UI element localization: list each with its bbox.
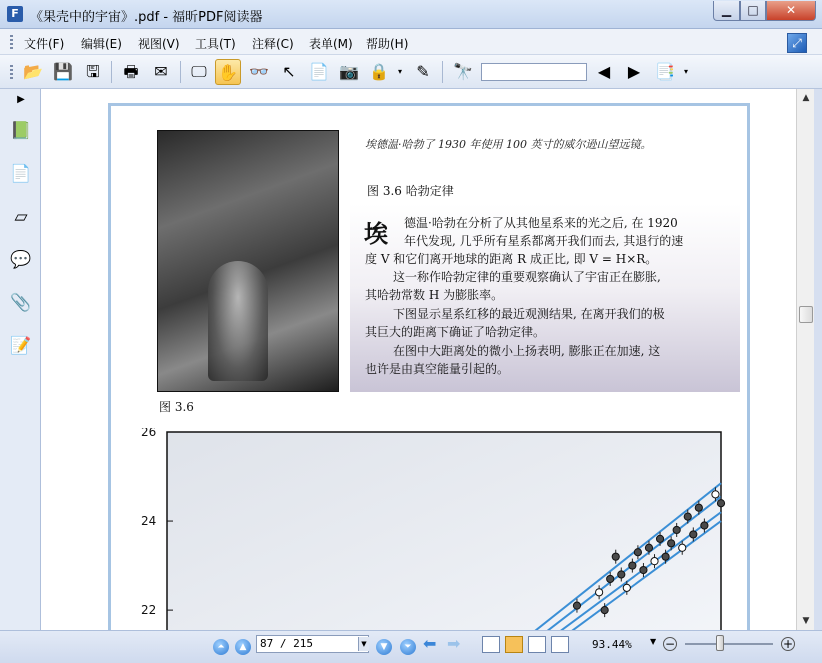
data-point [573,602,580,609]
previous-page-icon[interactable]: ▲ [235,639,251,655]
data-point [634,549,641,556]
foxit-app-icon[interactable]: F [7,6,23,22]
title-bar [0,0,822,29]
attachments-paperclip-icon[interactable]: 📎 [10,293,32,313]
hand-tool-icon[interactable]: ✋ [215,59,241,85]
page-dropdown-chevron-icon[interactable]: ▼ [358,637,369,651]
body-line: 其巨大的距离下确证了哈勃定律。 [365,325,546,339]
body-line: 在图中大距离处的微小上扬表明, 膨胀正在加速, 这 [393,344,661,358]
scroll-up-arrow-icon[interactable]: ▲ [802,93,810,103]
page-thumbnails-icon[interactable]: 📄 [10,164,32,184]
zoom-slider-track[interactable] [685,643,773,645]
data-point [662,553,669,560]
scroll-down-arrow-icon[interactable]: ▼ [802,616,810,626]
data-point [656,535,663,542]
toolbar-separator [111,61,112,83]
find-next-icon[interactable]: ▶ [627,62,641,81]
body-line: 年代发现, 几乎所有星系都离开我们而去, 其退行的速 [404,234,684,248]
go-back-arrow-icon[interactable]: ⬅ [423,634,437,653]
zoom-in-icon[interactable]: + [782,637,794,651]
layers-icon[interactable]: ▱ [14,207,28,227]
y-tick-label: 22 [141,603,157,618]
sign-pen-icon[interactable]: ✎ [416,62,430,81]
plot-area [167,432,721,630]
data-point [596,589,603,596]
find-previous-icon[interactable]: ◀ [597,62,611,81]
menu-forms[interactable]: 表单(M) [309,37,353,51]
figure-heading: 图 3.6 哈勃定律 [367,184,454,198]
toolbar-grip[interactable] [10,65,13,79]
maximize-button[interactable]: □ [740,1,766,21]
data-point [623,584,630,591]
body-line: 其哈勃常数 H 为膨胀率。 [365,288,504,302]
main-toolbar [0,55,822,89]
menu-file[interactable]: 文件(F) [24,37,65,51]
data-point [717,500,724,507]
navigation-panel [0,89,41,630]
data-point [651,558,658,565]
data-point [645,544,652,551]
body-line: 也许是由真空能量引起的。 [365,362,510,376]
save-icon[interactable]: 💾 [53,62,73,81]
vertical-scrollbar[interactable] [796,89,814,630]
rms-lock-icon[interactable]: 🔒 [369,62,389,81]
data-point [640,566,647,573]
zoom-level-text[interactable]: 93.44% [592,638,632,651]
pdf-page [108,103,750,630]
find-binoculars-icon[interactable]: 🔭 [453,62,473,81]
drop-cap: 埃 [364,219,388,248]
menu-grip[interactable] [10,35,13,49]
data-point [712,491,719,498]
data-point [668,540,675,547]
body-line: 下图显示星系红移的最近观测结果, 在离开我们的极 [393,307,665,321]
first-page-icon[interactable]: ⏶ [213,639,229,655]
close-button[interactable]: ✕ [766,1,816,21]
continuous-view-icon[interactable] [505,636,523,653]
next-page-icon[interactable]: ▼ [376,639,392,655]
data-point [629,562,636,569]
data-point [701,522,708,529]
data-point [679,544,686,551]
print-icon[interactable]: 🖶 [123,62,139,81]
find-options-chevron-icon[interactable]: ▾ [683,67,688,76]
body-line: 度 V 和它们离开地球的距离 R 成正比, 即 V = H×R。 [365,252,658,266]
zoom-dropdown-chevron-icon[interactable]: ▼ [650,637,657,646]
toolbar-separator [180,61,181,83]
window-title: 《果壳中的宇宙》.pdf - 福昕PDF阅读器 [30,10,263,25]
panel-expand-icon[interactable]: ▶ [17,94,25,105]
data-point [673,526,680,533]
single-page-view-icon[interactable] [482,636,500,653]
save-as-icon[interactable]: 🖫 [86,62,100,81]
snapshot-camera-icon[interactable]: 📷 [339,62,359,81]
data-point [684,513,691,520]
zoom-glasses-icon[interactable]: 👓 [249,62,269,81]
email-icon[interactable]: ✉ [154,62,168,81]
data-point [690,531,697,538]
photo-caption-bottom: 图 3.6 [159,400,194,414]
toolbar-separator [442,61,443,83]
menu-help[interactable]: 帮助(H) [366,37,409,51]
hubble-photo [157,130,339,392]
search-input[interactable] [481,63,587,81]
comments-icon[interactable]: 💬 [10,250,32,270]
text-select-icon[interactable]: 📄 [309,62,329,81]
y-tick-label: 26 [141,428,157,439]
select-arrow-icon[interactable]: ↖ [282,62,296,81]
continuous-facing-view-icon[interactable] [551,636,569,653]
document-view[interactable] [41,89,796,630]
fullscreen-icon[interactable]: ⤢ [787,33,807,53]
rms-dropdown-chevron-icon[interactable]: ▾ [397,67,402,76]
highlight-results-icon[interactable]: 📑 [655,62,675,81]
photo-figure-silhouette [208,261,268,381]
menu-bar [0,29,822,55]
last-page-icon[interactable]: ⏷ [400,639,416,655]
zoom-out-icon[interactable]: − [664,637,676,651]
fullscreen-view-icon[interactable]: 🖵 [191,62,207,81]
go-forward-arrow-icon[interactable]: ➡ [447,634,461,653]
menu-edit[interactable]: 编辑(E) [81,37,122,51]
data-point [601,607,608,614]
data-point [612,553,619,560]
signatures-icon[interactable]: 📝 [10,336,32,356]
bookmarks-icon[interactable]: 📗 [10,121,32,141]
page-number-field[interactable]: 87 / 215 [256,635,369,653]
data-point [618,571,625,578]
body-line: 这一称作哈勃定律的重要观察确认了宇宙正在膨胀, [393,270,661,284]
y-tick-label: 24 [141,514,157,529]
data-point [695,504,702,511]
hubble-diagram-chart [111,428,747,630]
body-line: 德温·哈勃在分析了从其他星系来的光之后, 在 1920 [404,216,678,230]
status-bar [0,630,822,663]
zoom-slider-thumb[interactable] [716,635,724,651]
scroll-thumb[interactable] [799,306,813,323]
menu-comments[interactable]: 注释(C) [252,37,294,51]
text-box [350,204,740,392]
photo-caption-top: 埃德温·哈勃了 1930 年使用 100 英寸的威尔逊山望远镜。 [365,138,652,151]
open-folder-icon[interactable]: 📂 [23,62,43,81]
facing-view-icon[interactable] [528,636,546,653]
menu-tools[interactable]: 工具(T) [195,37,236,51]
data-point [607,575,614,582]
menu-view[interactable]: 视图(V) [138,37,180,51]
minimize-button[interactable]: ▁ [713,1,740,21]
